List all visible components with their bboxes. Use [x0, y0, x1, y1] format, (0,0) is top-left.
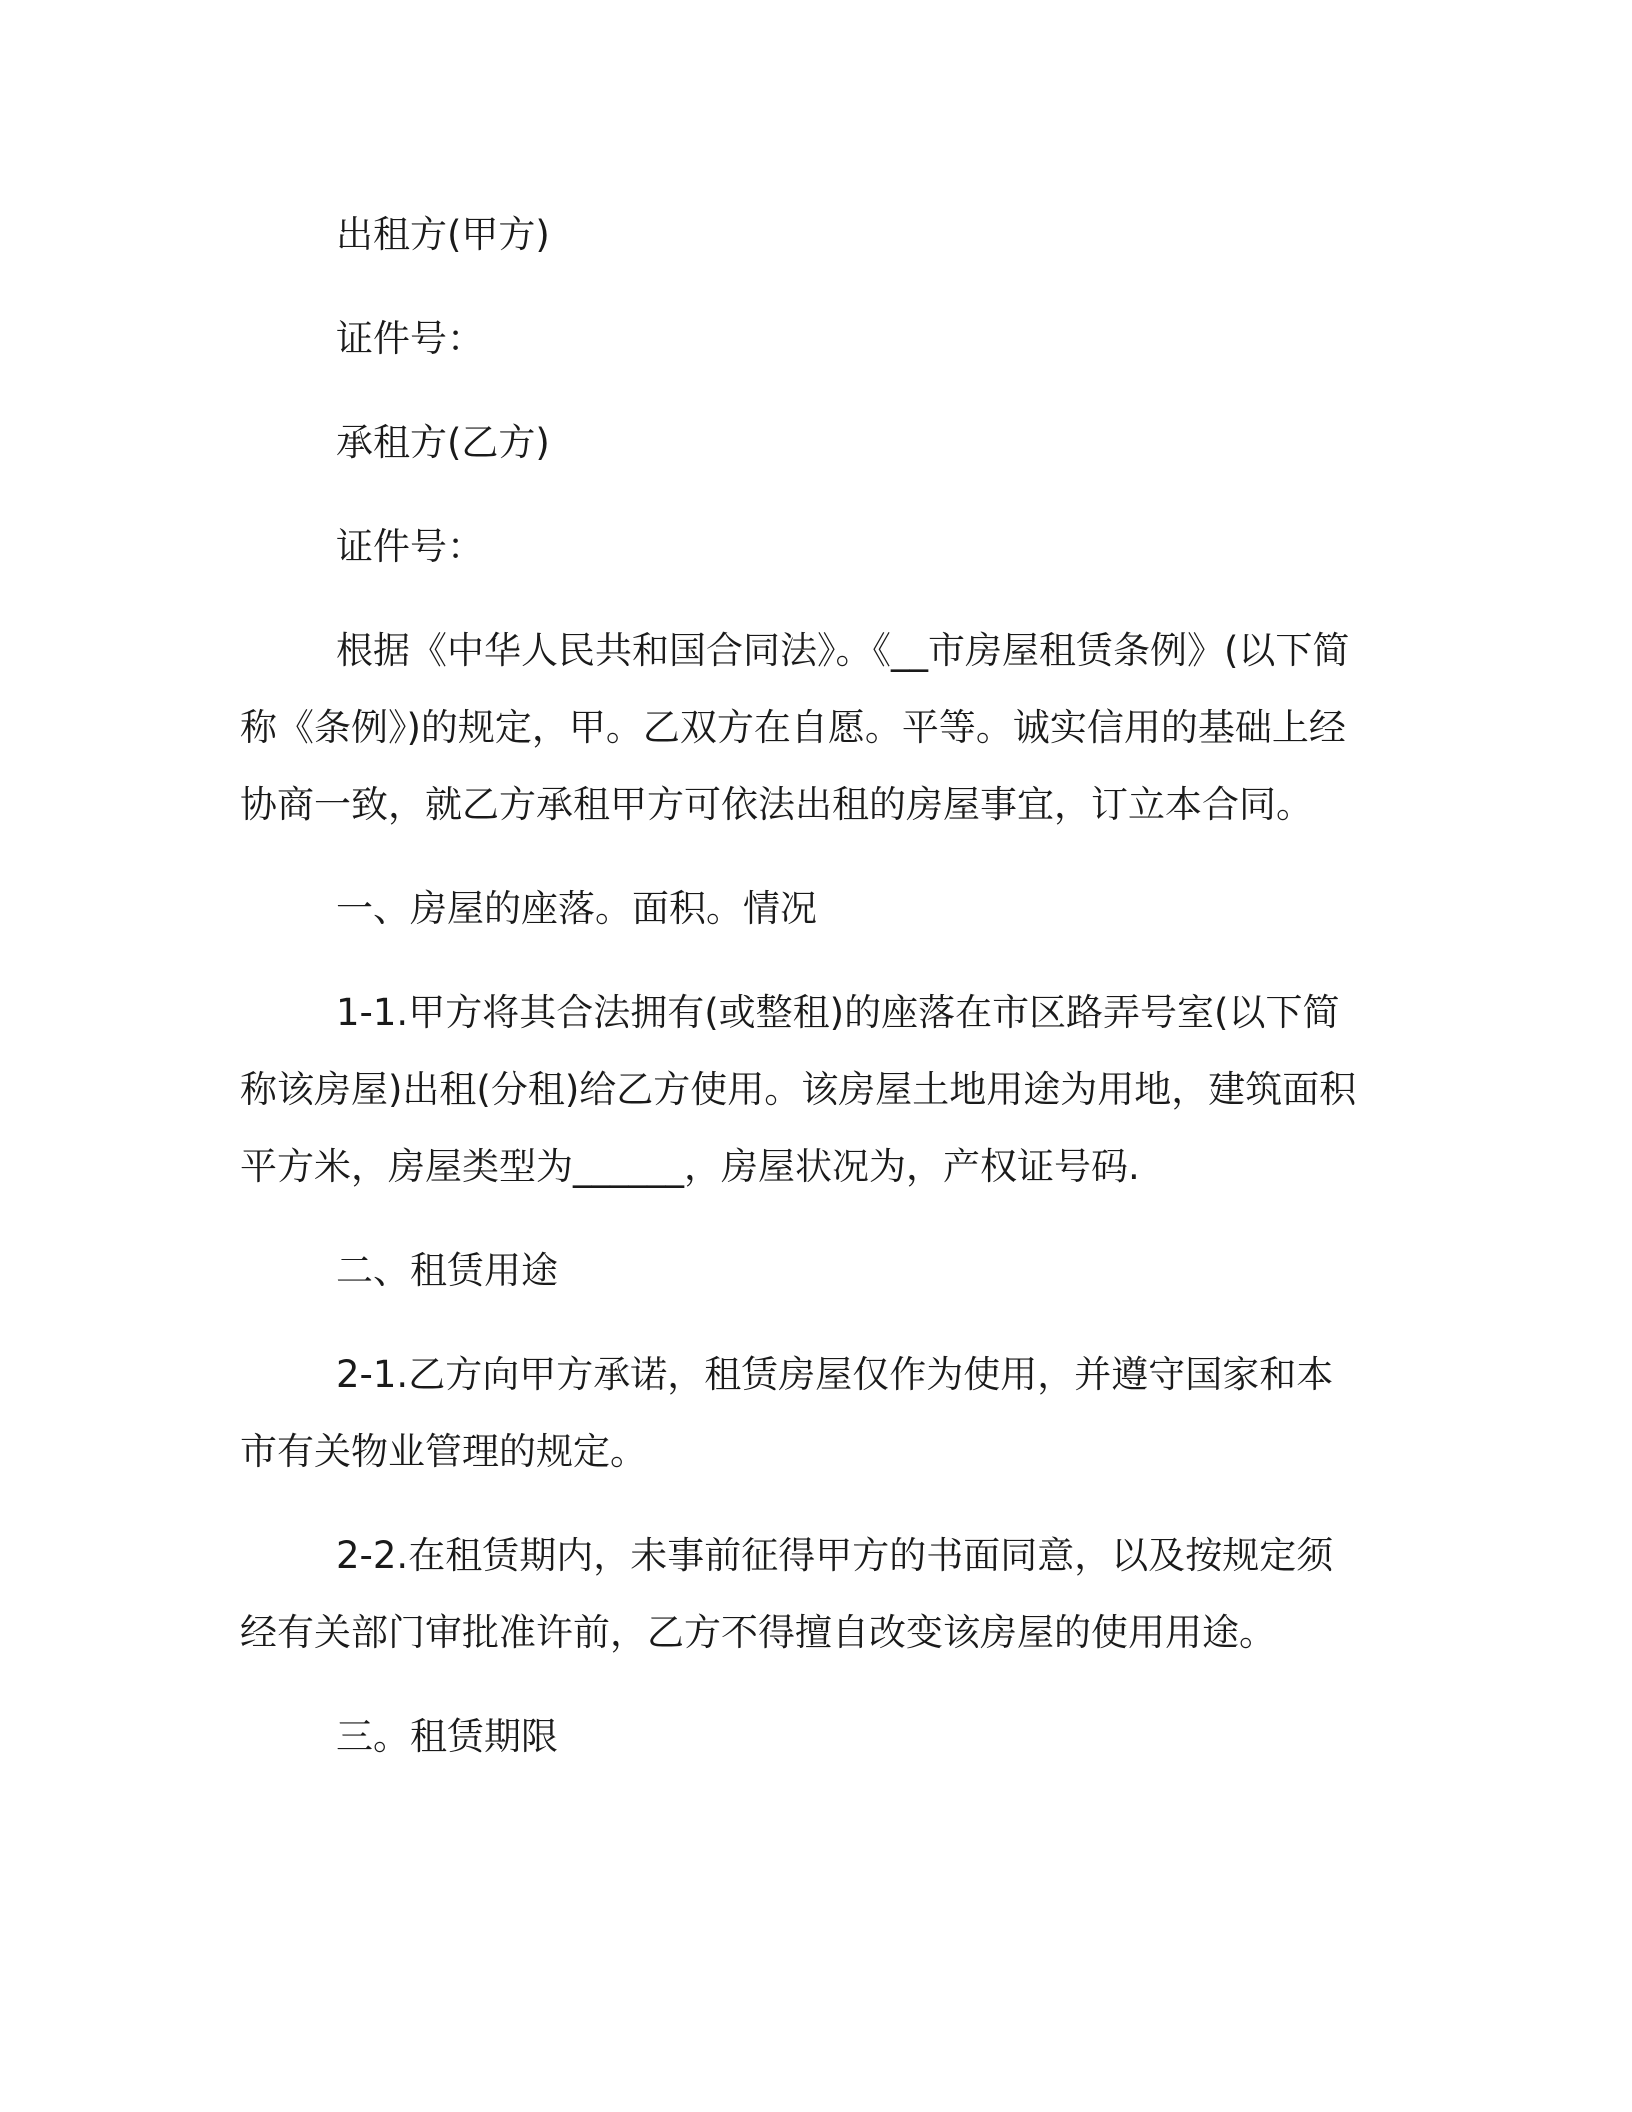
lessor-id-number-label: 证件号： [336, 317, 484, 360]
clause-2-1: 2-1.乙方向甲方承诺，租赁房屋仅作为使用，并遵守国家和本市有关物业管理的规定。 [240, 1353, 1334, 1473]
preamble-paragraph: 根据《中华人民共和国合同法》。《__市房屋租赁条例》(以下简称《条例》)的规定，甲。乙双方在自愿。平等。诚实信用的基础上经协商一致，就乙方承租甲方可依法出租的房屋事宜，订立本合同。 [240, 629, 1350, 826]
section-heading-3: 三。租赁期限 [336, 1715, 558, 1758]
clause-2-2: 2-2.在租赁期内，未事前征得甲方的书面同意，以及按规定须经有关部门审批准许前，乙方不得擅自改变该房屋的使用用途。 [240, 1534, 1334, 1654]
lessee-label: 承租方(乙方) [336, 421, 550, 464]
lessor-label: 出租方(甲方) [336, 213, 550, 256]
section-heading-2: 二、租赁用途 [336, 1249, 558, 1292]
document-body [240, 196, 1370, 1775]
clause-1-1: 1-1.甲方将其合法拥有(或整租)的座落在市区路弄号室(以下简称该房屋)出租(分租)给乙方使用。该房屋土地用途为用地，建筑面积平方米，房屋类型为______，房屋状况为，产权证号码. [240, 991, 1357, 1188]
lessee-id-number-label: 证件号： [336, 525, 484, 568]
section-heading-1: 一、房屋的座落。面积。情况 [336, 887, 817, 930]
